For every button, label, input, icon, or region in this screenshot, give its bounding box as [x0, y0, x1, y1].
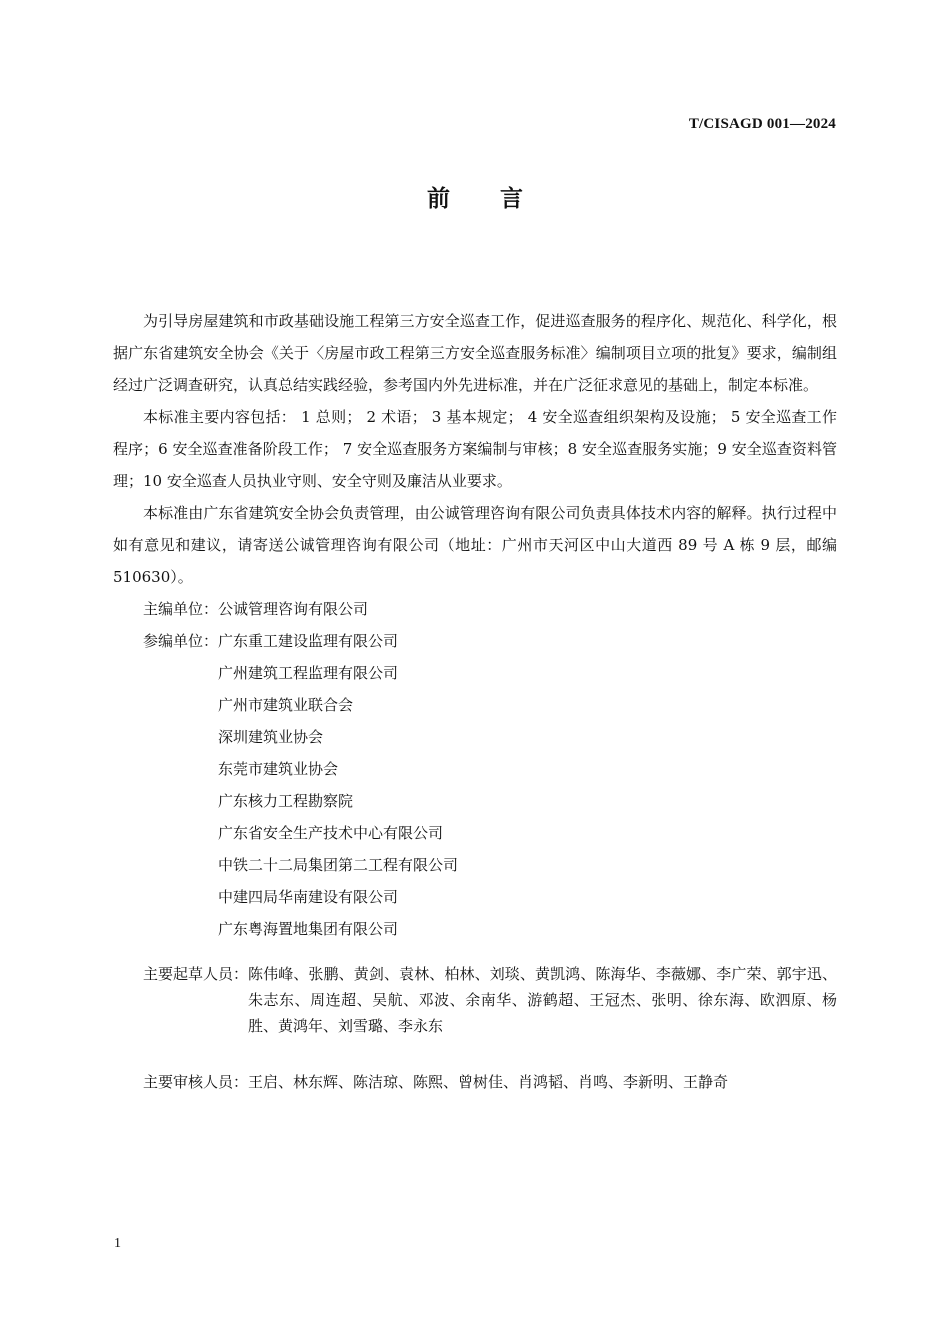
drafters-value: 陈伟峰、张鹏、黄剑、袁林、柏林、刘琰、黄凯鸿、陈海华、李薇娜、李广荣、郭宇迅、朱志东、周连超、吴航、邓波、余南华、游鹤超、王冠杰、张明、徐东海、欧泗原、杨胜、黄鸿年、刘雪璐、李永东: [248, 965, 837, 1035]
paragraph-contents: 本标准主要内容包括： 1 总则； 2 术语； 3 基本规定； 4 安全巡查组织架构及设施； 5 安全巡查工作程序；6 安全巡查准备阶段工作； 7 安全巡查服务方案编制与审核；8 安全巡查服务实施；9 安全巡查资料管理；10 安全巡查人员执业守则、安全守则及廉洁从业要求。: [113, 408, 837, 490]
document-code: T/CISAGD 001—2024: [688, 116, 836, 132]
participating-units-row: [113, 625, 837, 945]
drafters-label: 主要起草人员：: [143, 965, 249, 983]
chief-unit-value: 公诚管理咨询有限公司: [218, 600, 369, 618]
list-item: 中铁二十二局集团第二工程有限公司: [218, 856, 459, 874]
list-item: 广东省安全生产技术中心有限公司: [218, 824, 444, 842]
reviewers-row: [113, 1069, 837, 1095]
document-body: [113, 305, 837, 1095]
list-item: 深圳建筑业协会: [218, 728, 324, 746]
list-item: 东莞市建筑业协会: [218, 760, 339, 778]
list-item: 广州市建筑业联合会: [218, 696, 354, 714]
drafters-row: [113, 961, 837, 1039]
paragraph-management: 本标准由广东省建筑安全协会负责管理，由公诚管理咨询有限公司负责具体技术内容的解释。执行过程中如有意见和建议，请寄送公诚管理咨询有限公司（地址：广州市天河区中山大道西 89 号 A 栋 9 层，邮编 510630）。: [113, 504, 837, 586]
list-item: 广东重工建设监理有限公司: [218, 632, 399, 650]
list-item: 广东核力工程勘察院: [218, 792, 354, 810]
chief-unit-row: [113, 593, 837, 625]
participating-units-list: [218, 625, 458, 945]
paragraph-purpose: 为引导房屋建筑和市政基础设施工程第三方安全巡查工作，促进巡查服务的程序化、规范化、科学化，根据广东省建筑安全协会《关于〈房屋市政工程第三方安全巡查服务标准〉编制项目立项的批复》要求，编制组经过广泛调查研究，认真总结实践经验，参考国内外先进标准，并在广泛征求意见的基础上，制定本标准。: [113, 312, 837, 394]
participating-units-label: 参编单位：: [143, 632, 219, 650]
chief-unit-label: 主编单位：: [143, 600, 219, 618]
list-item: 广东粤海置地集团有限公司: [218, 920, 399, 938]
reviewers-value: 王启、林东辉、陈洁琼、陈熙、曾树佳、肖鸿韬、肖鸣、李新明、王静奇: [248, 1073, 729, 1091]
list-item: 广州建筑工程监理有限公司: [218, 664, 399, 682]
page-number: 1: [114, 1236, 121, 1251]
list-item: 中建四局华南建设有限公司: [218, 888, 399, 906]
reviewers-label: 主要审核人员：: [143, 1073, 249, 1091]
page-title: 前言: [427, 185, 573, 212]
